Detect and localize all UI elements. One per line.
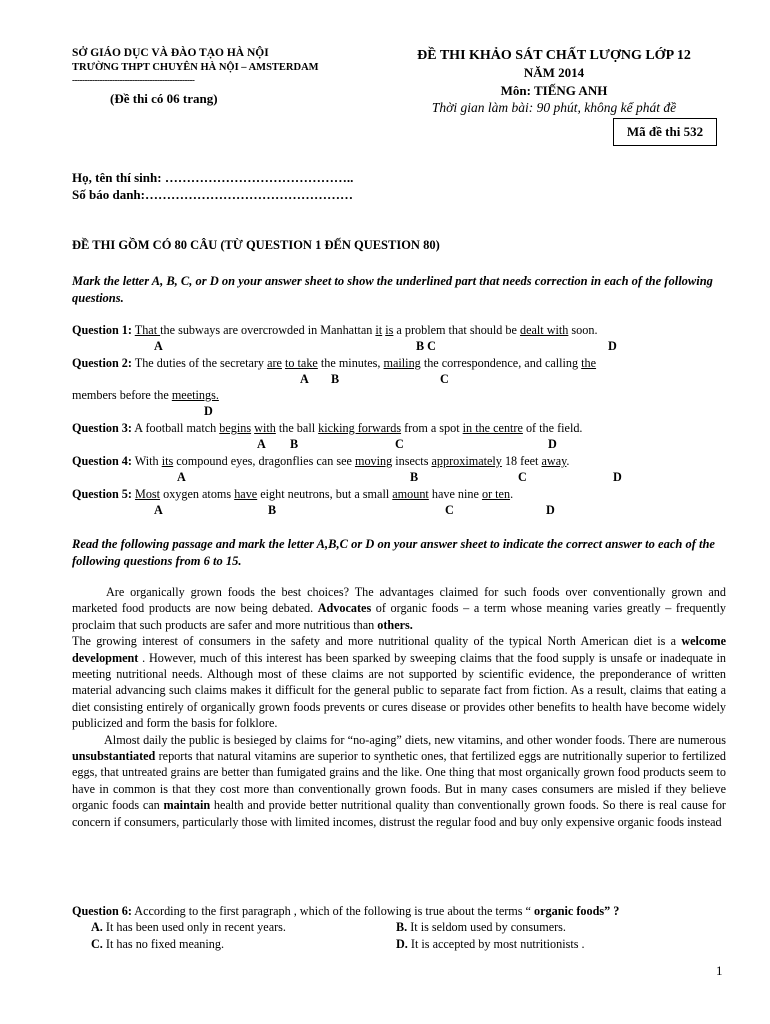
question-4	[72, 454, 569, 469]
question-4-label: Question 4:	[72, 454, 132, 468]
department-name: SỞ GIÁO DỤC VÀ ĐÀO TẠO HÀ NỘI	[72, 47, 269, 59]
q3-option-c: kicking forwards	[318, 421, 402, 435]
passage-text: Almost daily the public is besieged by claims for “no-aging” diets, new vitamins, and other wonder foods. There are numerous	[104, 732, 726, 747]
q2-text: members before the	[72, 388, 172, 402]
q4-option-d: away	[541, 454, 567, 468]
q4-text: insects	[392, 454, 432, 468]
passage-text: of organic foods – a term whose meaning varies greatly – frequently proclaim that such products are safer and more nutritious than	[72, 601, 726, 632]
q4-text: .	[566, 454, 570, 468]
passage-text: . However, much of this interest has been sparked by sweeping claims that the food supply is unsafe or inadequate in meeting nutritional needs. Although most of these claims are not supported by scientific evidence, the preponderance of written material advancing such claims makes it difficult for the general public to separate fact from fiction. As a result, claims that eating a diet consisting entirely of organically grown foods prevents or cures disease or provides other benefits to health have become widely publicized and form the basis for folklore.	[72, 650, 726, 731]
letter-b: B	[410, 470, 419, 484]
q2-text: the minutes,	[317, 356, 384, 370]
question-5	[72, 487, 513, 502]
passage-highlight: maintain	[163, 798, 211, 813]
q6-option-b	[396, 920, 566, 935]
question-1	[72, 323, 598, 338]
q3-option-d: in the centre	[462, 421, 523, 435]
letter-b: B	[268, 503, 277, 517]
q5-option-d: or ten	[481, 487, 511, 501]
exam-subject: Môn: TIẾNG ANH	[500, 83, 608, 98]
question-1-label: Question 1:	[72, 323, 132, 337]
q1-option-a: That	[134, 323, 161, 337]
question-5-label: Question 5:	[72, 487, 132, 501]
passage-highlight: others.	[377, 617, 413, 632]
q2-option-b: to take	[285, 356, 318, 370]
passage-paragraph-3	[72, 732, 726, 830]
exam-year: NĂM 2014	[523, 65, 585, 80]
q3-option-b: with	[254, 421, 276, 435]
q6-term: organic foods” ?	[534, 904, 620, 918]
option-text: It is accepted by most nutritionists .	[407, 937, 585, 951]
q4-text: compound eyes, dragonflies can see	[173, 454, 355, 468]
option-text: It has been used only in recent years.	[102, 920, 286, 934]
passage-highlight: Advocates	[317, 601, 372, 616]
q5-text: have nine	[428, 487, 482, 501]
q5-option-a: Most	[134, 487, 161, 501]
q3-text: the ball	[275, 421, 319, 435]
question-2-continued	[72, 388, 219, 403]
letter-a: A	[177, 470, 186, 484]
q2-text: the correspondence, and calling	[420, 356, 582, 370]
letter-a: A	[154, 503, 163, 517]
q4-option-a: its	[161, 454, 174, 468]
section2-instruction: Read the following passage and mark the letter A,B,C or D on your answer sheet to indicate the correct answer to each of the following questions from 6 to 15.	[72, 537, 715, 568]
option-label: C.	[91, 937, 103, 951]
exam-time: Thời gian làm bài: 90 phút, không kể phát đề	[431, 100, 677, 115]
letter-bc: B C	[416, 339, 436, 353]
option-text: It is seldom used by consumers.	[407, 920, 566, 934]
letter-c: C	[445, 503, 454, 517]
q1-option-b: it	[375, 323, 383, 337]
q3-text: A football match	[131, 421, 220, 435]
passage-text: reports that natural vitamins are superior to synthetic ones, that fertilized eggs are nutritionally superior to fertilized eggs, that untreated grains are better than fumigated grains and the like. One thing that most organically grown food products seem to have in common is that they cost more than conventionally grown foods. But in many cases consumers are misled if they believe organic foods can	[72, 749, 726, 813]
q5-text: eight neutrons, but a small	[257, 487, 393, 501]
q1-text: the subways are overcrowded in Manhattan	[160, 323, 376, 337]
option-label: D.	[396, 937, 408, 951]
q3-letters	[0, 437, 770, 451]
q4-text: With	[131, 454, 162, 468]
q4-text: 18 feet	[501, 454, 542, 468]
question-2-label: Question 2:	[72, 356, 132, 370]
exam-summary: ĐỀ THI GỒM CÓ 80 CÂU (TỪ QUESTION 1 ĐẾN QUESTION 80)	[72, 238, 440, 252]
option-label: B.	[396, 920, 408, 934]
q5-option-c: amount	[392, 487, 429, 501]
letter-d: D	[204, 404, 213, 418]
q2-underlined: the	[581, 356, 597, 370]
candidate-number-line: Số báo danh:…………………………………………	[72, 187, 353, 202]
question-2	[72, 356, 596, 371]
exam-title: ĐỀ THI KHẢO SÁT CHẤT LƯỢNG LỚP 12	[417, 48, 691, 63]
candidate-name-line: Họ, tên thí sinh: ……………………………………..	[72, 170, 354, 185]
exam-code-box	[613, 118, 717, 146]
reading-passage	[72, 584, 726, 830]
passage-paragraph-2	[72, 633, 726, 731]
q5-text: .	[510, 487, 514, 501]
q2-option-a: are	[267, 356, 282, 370]
letter-b: B	[331, 372, 340, 386]
option-text: It has no fixed meaning.	[102, 937, 225, 951]
passage-text: Are organically grown foods the best choices? The advantages claimed for such foods over conventionally grown and marketed food products are now being debated.	[72, 585, 726, 616]
letter-a: A	[300, 372, 309, 386]
q1-text: a problem that should be	[393, 323, 520, 337]
passage-paragraph-1	[72, 584, 726, 633]
q1-text: soon.	[568, 323, 598, 337]
q4-option-c: approximately	[431, 454, 502, 468]
letter-d: D	[608, 339, 617, 353]
q2-text: The duties of the secretary	[131, 356, 268, 370]
passage-highlight: unsubstantiated	[72, 749, 156, 764]
q1-letters	[0, 339, 770, 353]
q4-letters	[0, 470, 770, 484]
passage-highlight: welcome development	[72, 634, 726, 665]
q3-text: from a spot	[401, 421, 463, 435]
q5-option-b: have	[234, 487, 258, 501]
school-name: TRƯỜNG THPT CHUYÊN HÀ NỘI – AMSTERDAM	[72, 62, 319, 73]
q5-letters	[0, 503, 770, 517]
q3-option-a: begins	[219, 421, 252, 435]
q2-option-d: meetings.	[171, 388, 219, 402]
letter-d: D	[613, 470, 622, 484]
passage-text: health and provide better nutritional quality than conventionally grown foods. So there is real cause for concern if consumers, particularly those with limited incomes, distrust the regular food and buy only expensive organic foods instead	[72, 798, 726, 829]
pages-note: (Đề thi có 06 trang)	[110, 91, 218, 106]
letter-a: A	[257, 437, 266, 451]
q5-text: oxygen atoms	[160, 487, 235, 501]
question-3-label: Question 3:	[72, 421, 132, 435]
header-dashes: -------------------------------------------------	[72, 75, 195, 85]
letter-c: C	[518, 470, 527, 484]
letter-b: B	[290, 437, 299, 451]
exam-code: Mã đề thi 532	[626, 124, 704, 139]
q3-text: of the field.	[522, 421, 583, 435]
q2-letters-d	[0, 404, 770, 418]
q4-option-b: moving	[354, 454, 393, 468]
passage-text: The growing interest of consumers in the safety and more nutritional quality of the typical North American diet is a	[72, 634, 682, 649]
question-6-label: Question 6:	[72, 904, 132, 918]
letter-d: D	[548, 437, 557, 451]
q6-option-a	[91, 920, 286, 935]
question-6	[72, 904, 619, 919]
q2-option-c: mailing	[383, 356, 421, 370]
q6-option-d	[396, 937, 585, 952]
q1-option-c: is	[385, 323, 394, 337]
q2-letters	[0, 372, 770, 386]
letter-c: C	[395, 437, 404, 451]
q6-option-c	[91, 937, 224, 952]
letter-c: C	[440, 372, 449, 386]
page-number: 1	[716, 963, 723, 978]
q1-option-d: dealt with	[519, 323, 569, 337]
question-3	[72, 421, 582, 436]
letter-d: D	[546, 503, 555, 517]
letter-a: A	[154, 339, 163, 353]
section1-instruction: Mark the letter A, B, C, or D on your answer sheet to show the underlined part that needs correction in each of the following questions.	[72, 274, 713, 305]
q6-stem: According to the first paragraph , which of the following is true about the terms “	[131, 904, 535, 918]
option-label: A.	[91, 920, 103, 934]
